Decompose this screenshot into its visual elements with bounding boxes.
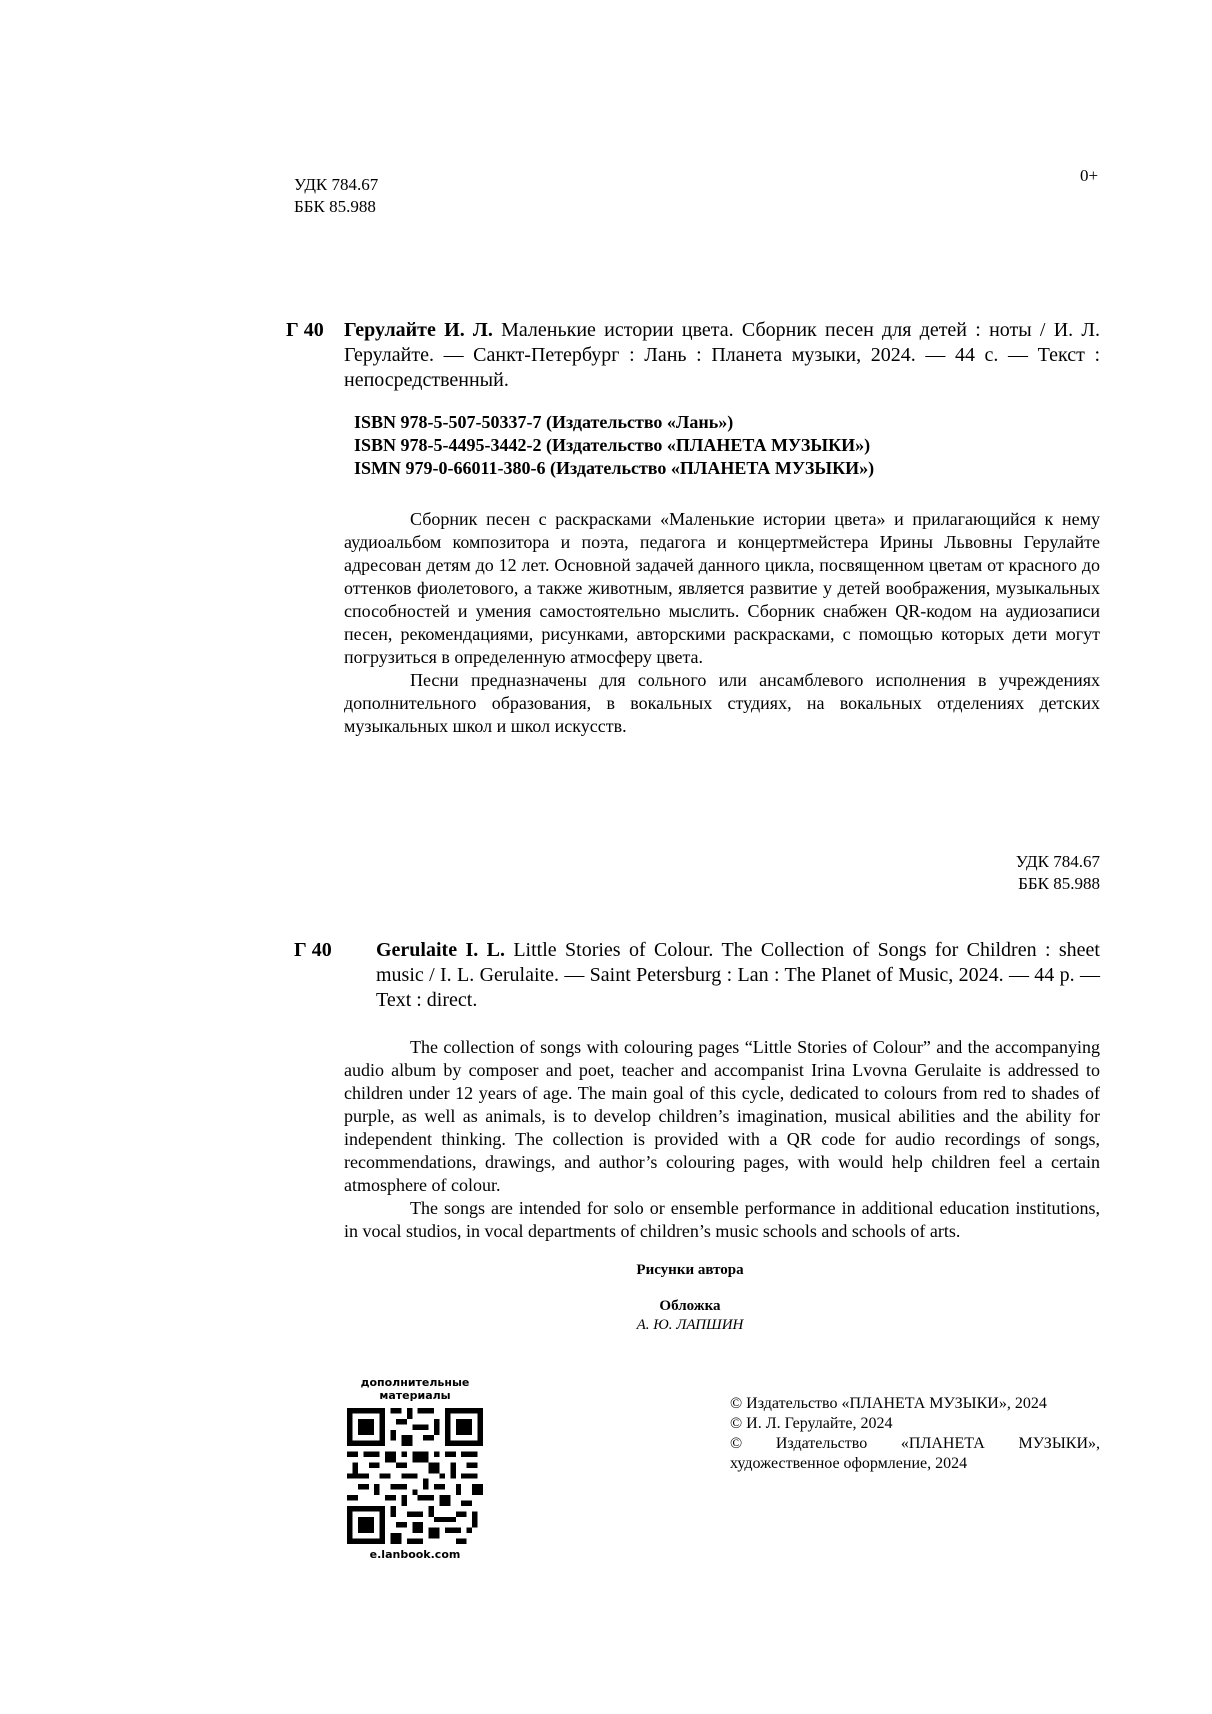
copyright-line: © Издательство «ПЛАНЕТА МУЗЫКИ», 2024 <box>730 1395 1047 1412</box>
bibliographic-entry-ru <box>286 318 1100 393</box>
qr-caption: дополнительные материалы <box>360 1376 470 1402</box>
isbn-line: ISBN 978-5-507-50337-7 (Издательство «Лань») <box>354 412 734 432</box>
bibliographic-description: Little Stories of Colour. The Collection of Songs for Children : sheet music / I. L. Gerulaite. — Saint Petersburg : Lan : The Planet of Music, 2024. — 44 p. — Text : direct. <box>376 939 1100 1011</box>
copyright-line: © И. Л. Герулайте, 2024 <box>730 1415 893 1432</box>
bbk-code: ББК 85.988 <box>294 197 376 216</box>
abstract-ru <box>344 508 1100 738</box>
bibliographic-text <box>376 938 1100 1013</box>
age-rating: 0+ <box>1080 166 1099 185</box>
udk-code: УДК 784.67 <box>1015 852 1100 871</box>
udk-bbk-block-en <box>1000 851 1100 895</box>
abstract-paragraph: Сборник песен с раскрасками «Маленькие истории цвета» и прилагающийся к нему аудиоальбом композитора и поэта, педагога и концертмейстера Ирины Львовны Герулайте адресован детям до 12 лет. Основной задачей данного цикла, посвященном цветам от красного до оттенков фиолетового, а также животным, является развитие у детей воображения, музыкальных способностей и умения самостоятельно мыслить. Сборник снабжен QR-кодом на аудиозаписи песен, рекомендациями, рисунками, авторскими раскрасками, с помощью которых дети могут погрузиться в определенную атмосферу цвета. <box>344 509 1100 667</box>
abstract-en <box>344 1036 1100 1243</box>
udk-bbk-block-ru <box>294 174 378 218</box>
abstract-paragraph: The songs are intended for solo or ensemble performance in additional education institutions, in vocal studios, in vocal departments of children’s music schools and schools of arts. <box>344 1198 1100 1241</box>
author-sign: Г 40 <box>286 319 324 341</box>
author-name: Герулайте И. Л. <box>344 319 493 341</box>
bibliographic-text <box>344 318 1100 393</box>
qr-block <box>330 1376 500 1561</box>
abstract-paragraph: Песни предназначены для сольного или ансамблевого исполнения в учреждениях дополнительного образования, в вокальных студиях, на вокальных отделениях детских музыкальных школ и школ искусств. <box>344 670 1100 736</box>
isbn-line: ISBN 978-5-4495-3442-2 (Издательство «ПЛАНЕТА МУЗЫКИ») <box>354 435 871 455</box>
abstract-paragraph: The collection of songs with colouring pages “Little Stories of Colour” and the accompanying audio album by composer and poet, teacher and accompanist Irina Lvovna Gerulaite is addressed to children under 12 years of age. The main goal of this cycle, dedicated to colours from red to shades of purple, as well as animals, is to develop children’s imagination, musical abilities and the ability for independent thinking. The collection is provided with a QR code for audio recordings of songs, recommendations, drawings, and author’s colouring pages, with would help children feel a certain atmosphere of colour. <box>344 1037 1100 1195</box>
ismn-line: ISMN 979-0-66011-380-6 (Издательство «ПЛАНЕТА МУЗЫКИ») <box>354 458 875 478</box>
bibliographic-entry-en <box>294 938 1100 1013</box>
copyright-block <box>730 1394 1100 1474</box>
bbk-code: ББК 85.988 <box>1018 874 1100 893</box>
udk-code: УДК 784.67 <box>294 175 379 194</box>
author-sign: Г 40 <box>294 939 332 961</box>
drawings-credit: Рисунки автора <box>636 1262 744 1278</box>
cover-credit <box>540 1297 840 1335</box>
author-name: Gerulaite I. L. <box>376 939 505 961</box>
qr-url: e.lanbook.com <box>369 1548 461 1561</box>
cover-designer: А. Ю. ЛАПШИН <box>636 1317 744 1333</box>
bibliographic-description: Маленькие истории цвета. Сборник песен для детей : ноты / И. Л. Герулайте. — Санкт-Петербург : Лань : Планета музыки, 2024. — 44 с. — Текст : непосредственный. <box>344 319 1100 391</box>
copyright-line: © Издательство «ПЛАНЕТА МУЗЫКИ», художественное оформление, 2024 <box>730 1435 1100 1472</box>
isbn-list <box>354 411 874 480</box>
qr-code-icon[interactable] <box>347 1408 483 1544</box>
cover-label: Обложка <box>659 1298 721 1314</box>
